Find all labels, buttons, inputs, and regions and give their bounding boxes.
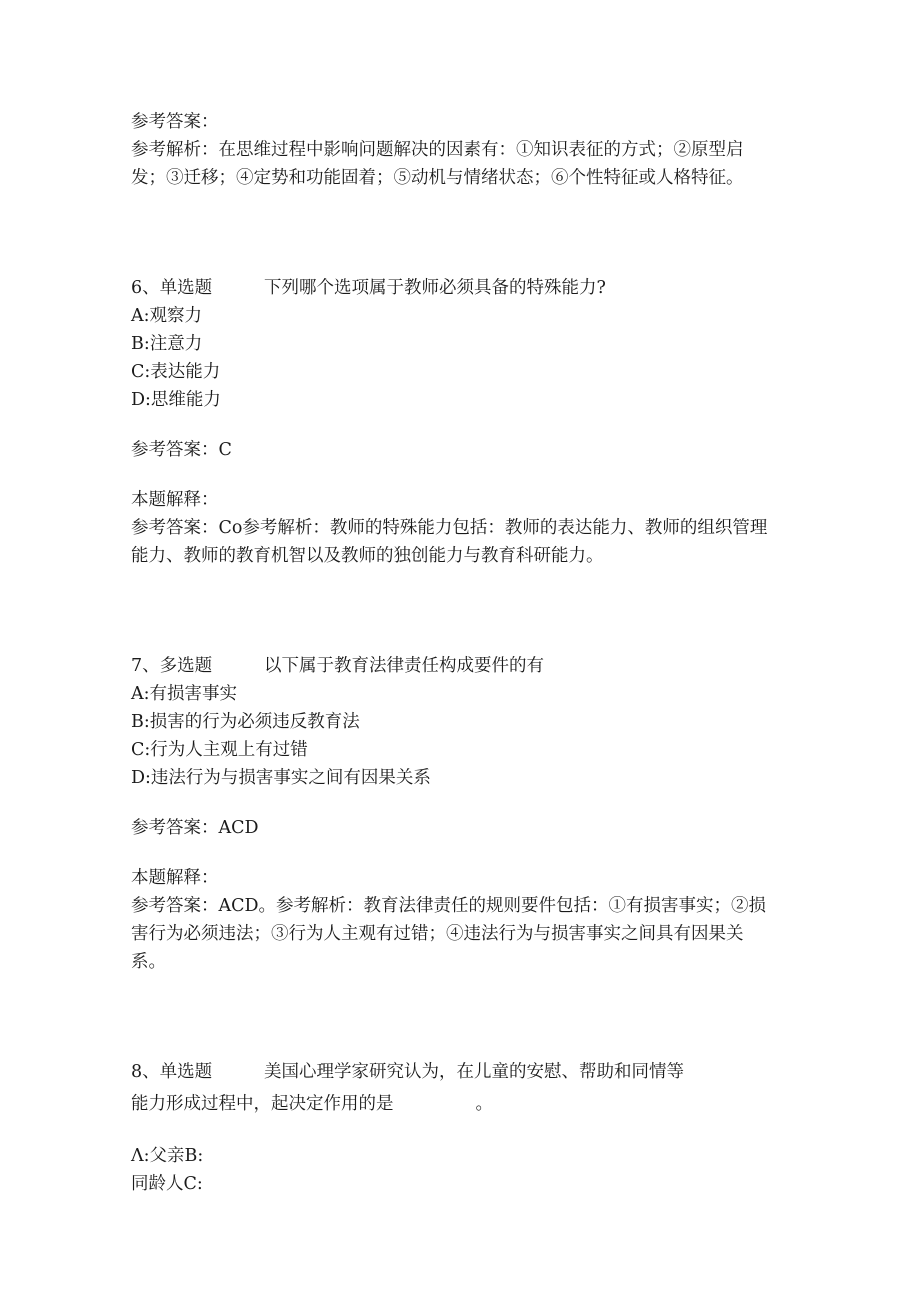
explain-label: 本题解释： bbox=[131, 490, 219, 510]
question-stem: 以下属于教育法律责任构成要件的有 bbox=[264, 656, 544, 676]
option-line: Λ:父亲B: bbox=[131, 1146, 204, 1166]
question-number-type: 8、单选题 bbox=[131, 1062, 213, 1082]
question-header bbox=[131, 652, 781, 680]
question-stem-cont-text: 能力形成过程中，起决定作用的是 bbox=[131, 1094, 394, 1114]
option-a: A:观察力 bbox=[131, 306, 203, 326]
question-number-type: 6、单选题 bbox=[131, 278, 213, 298]
explain-label: 本题解释： bbox=[131, 868, 219, 888]
question-stem: 下列哪个选项属于教师必须具备的特殊能力? bbox=[264, 278, 606, 298]
analysis-text: 参考解析：在思维过程中影响问题解决的因素有：①知识表征的方式；②原型启发；③迁移；④定势和功能固着；⑤动机与情绪状态；⑥个性特征或人格特征。 bbox=[131, 140, 744, 188]
answer-text: 参考答案：ACD bbox=[131, 818, 259, 838]
question-number-type: 7、多选题 bbox=[131, 656, 213, 676]
option-d: D:违法行为与损害事实之间有因果关系 bbox=[131, 768, 431, 788]
question-header bbox=[131, 274, 781, 302]
answer-text: 参考答案：C bbox=[131, 440, 232, 460]
explain-text: 参考答案：ACD。参考解析：教育法律责任的规则要件包括：①有损害事实；②损害行为必须违法；③行为人主观有过错；④违法行为与损害事实之间具有因果关系。 bbox=[131, 896, 767, 972]
option-b: B:损害的行为必须违反教育法 bbox=[131, 712, 360, 732]
question-stem: 美国心理学家研究认为，在儿童的安慰、帮助和同情等 bbox=[264, 1062, 684, 1082]
option-c: C:表达能力 bbox=[131, 362, 221, 382]
option-line: 同龄人C: bbox=[131, 1174, 203, 1194]
option-a: A:有损害事实 bbox=[131, 684, 238, 704]
question-stem-end: 。 bbox=[475, 1094, 493, 1114]
answer-label: 参考答案： bbox=[131, 112, 219, 132]
option-c: C:行为人主观上有过错 bbox=[131, 740, 308, 760]
explain-text: 参考答案：Co参考解析：教师的特殊能力包括：教师的表达能力、教师的组织管理能力、教师的教育机智以及教师的独创能力与教育科研能力。 bbox=[131, 518, 768, 566]
question-header bbox=[131, 1058, 781, 1086]
document-page bbox=[131, 108, 781, 1198]
option-d: D:思维能力 bbox=[131, 390, 221, 410]
question-stem-continued bbox=[131, 1090, 781, 1118]
option-b: B:注意力 bbox=[131, 334, 203, 354]
